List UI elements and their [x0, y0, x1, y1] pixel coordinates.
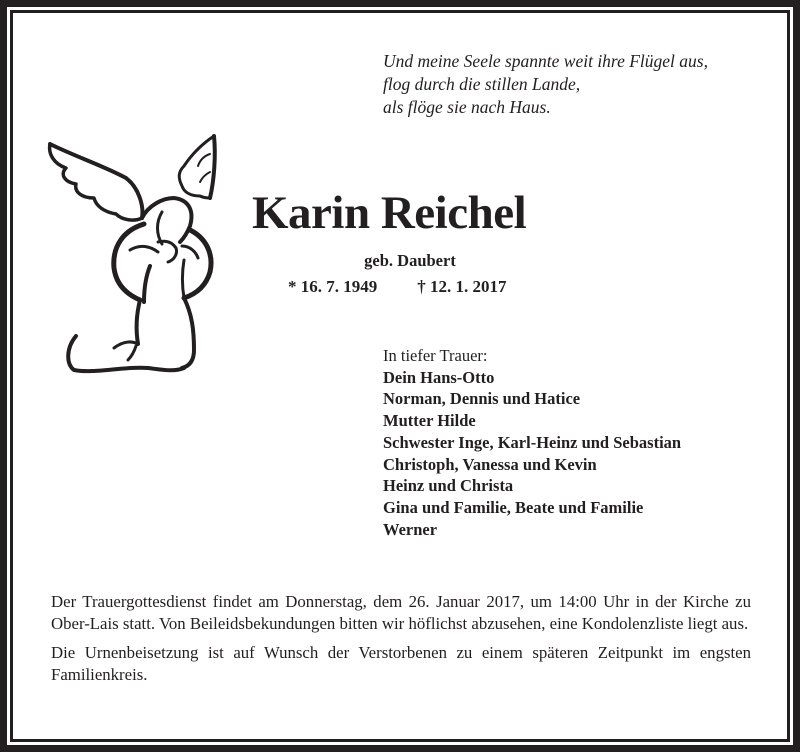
mourner-entry: Mutter Hilde	[383, 411, 476, 431]
maiden-name: geb. Daubert	[364, 251, 456, 270]
deceased-name: Karin Reichel	[252, 187, 527, 239]
birth-date: * 16. 7. 1949	[288, 277, 378, 296]
mourner-entry: Christoph, Vanessa und Kevin	[383, 454, 597, 474]
motto-line: als flöge sie nach Haus.	[383, 97, 551, 117]
mourners-list	[383, 345, 783, 540]
motto-line: Und meine Seele spannte weit ihre Flügel aus,	[383, 51, 708, 71]
service-notice	[51, 591, 751, 693]
mourner-entry: Dein Hans-Otto	[383, 367, 495, 387]
mourner-entry: Heinz und Christa	[383, 476, 514, 496]
motto-poem	[383, 50, 783, 119]
notice-paragraph: Der Trauergottesdienst findet am Donnerstag, dem 26. Januar 2017, um 14:00 Uhr in der Kirche zu Ober-Lais statt. Von Beileidsbekundungen bitten wir höflichst abzusehen, eine Kondolenzliste liegt aus.	[51, 592, 751, 633]
notice-paragraph: Die Urnenbeisetzung ist auf Wunsch der Verstorbenen zu einem späteren Zeitpunkt im engsten Familienkreis.	[51, 643, 751, 684]
motto-line: flog durch die stillen Lande,	[383, 74, 581, 94]
mourner-entry: Norman, Dennis und Hatice	[383, 389, 581, 409]
angel-icon	[44, 126, 224, 376]
mourners-intro: In tiefer Trauer:	[383, 346, 488, 365]
life-dates	[288, 276, 507, 298]
death-date: † 12. 1. 2017	[417, 277, 507, 296]
mourner-entry: Schwester Inge, Karl-Heinz und Sebastian	[383, 432, 682, 452]
mourner-entry: Gina und Familie, Beate und Familie	[383, 497, 644, 517]
mourner-entry: Werner	[383, 519, 438, 539]
